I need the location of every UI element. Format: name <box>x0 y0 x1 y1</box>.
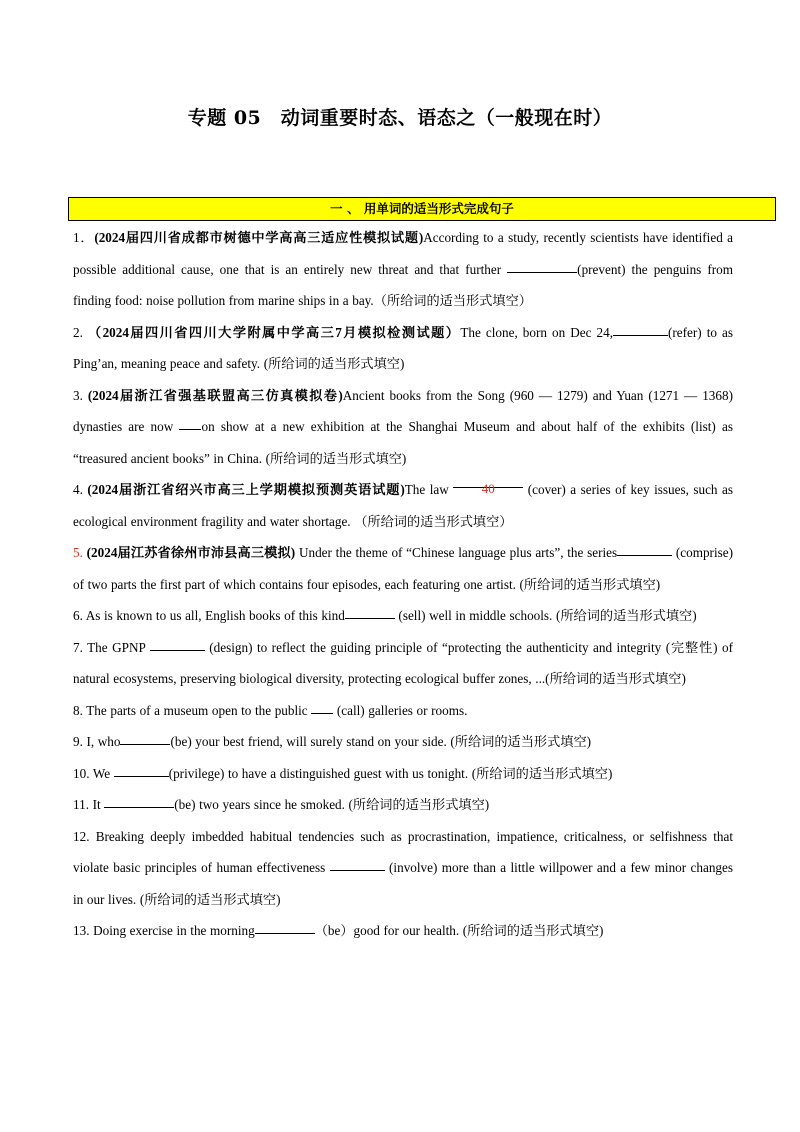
question-1: 1．(2024届四川省成都市树德中学高高三适应性模拟试题)According to a study, recently scientists have identified a possible additional cause, one that is an entirely new threat and that further (prevent) the penguins from finding food: noise pollution from marine ships in a bay.（所给词的适当形式填空） <box>73 230 733 308</box>
answer-blank[interactable] <box>311 699 333 714</box>
answer-blank[interactable] <box>613 321 668 336</box>
question-4: 4. (2024届浙江省绍兴市高三上学期模拟预测英语试题)The law 40 (cover) a series of key issues, such as ecological environment fragility and water shortage. （所给词的适当形式填空） <box>73 474 733 537</box>
answer-blank[interactable] <box>120 730 170 745</box>
answer-blank[interactable] <box>114 762 169 777</box>
answer-blank[interactable] <box>345 604 395 619</box>
section-heading: 一 、 用单词的适当形式完成句子 <box>68 197 776 221</box>
answer-blank[interactable] <box>617 541 672 556</box>
answer-blank[interactable] <box>150 636 205 651</box>
answer-blank[interactable] <box>507 258 577 273</box>
answer-blank[interactable] <box>255 919 315 934</box>
question-2: 2. （2024届四川省四川大学附属中学高三7月模拟检测试题）The clone, born on Dec 24, (refer) to as Ping’an, meaning peace and safety. (所给词的适当形式填空) <box>73 317 733 380</box>
question-6: 6. As is known to us all, English books of this kind (sell) well in middle schools. (所给词的适当形式填空) <box>73 600 733 632</box>
page-title: 专题 05 动词重要时态、语态之（一般现在时） <box>187 107 613 129</box>
question-10: 10. We (privilege) to have a distinguished guest with us tonight. (所给词的适当形式填空) <box>73 758 733 790</box>
question-number-highlighted: 5. <box>73 545 83 560</box>
question-7: 7. The GPNP (design) to reflect the guiding principle of “protecting the authenticity and integrity (完整性) of natural ecosystems, preserving biological diversity, protecting ecological buffer zones, ...(所给词的适当形式填空) <box>73 632 733 695</box>
question-source: (2024届浙江省绍兴市高三上学期模拟预测英语试题) <box>87 482 405 497</box>
question-9: 9. I, who (be) your best friend, will surely stand on your side. (所给词的适当形式填空) <box>73 726 733 758</box>
question-source: （2024届四川省四川大学附属中学高三7月模拟检测试题） <box>87 324 461 340</box>
question-11: 11. It (be) two years since he smoked. (所给词的适当形式填空) <box>73 789 733 821</box>
answer-blank[interactable] <box>104 793 174 808</box>
question-8: 8. The parts of a museum open to the public (call) galleries or rooms. <box>73 695 733 727</box>
filled-answer: 40 <box>481 481 495 496</box>
question-12: 12. Breaking deeply imbedded habitual tendencies such as procrastination, impatience, criticalness, or selfishness that violate basic principles of human effectiveness (involve) more than a little willpower and a few minor changes in our lives. (所给词的适当形式填空) <box>73 828 733 907</box>
answer-blank[interactable] <box>179 415 201 430</box>
question-5: 5. (2024届江苏省徐州市沛县高三模拟) Under the theme of “Chinese language plus arts”, the series (comprise) of two parts the first part of which contains four episodes, each featuring one artist. (所给词的适当形式填空) <box>73 537 733 600</box>
question-3: 3. (2024届浙江省强基联盟高三仿真模拟卷)Ancient books from the Song (960 — 1279) and Yuan (1271 — 1368) dynasties are now on show at a new exhibition at the Shanghai Museum and about half of the exhibits (list) as “treasured ancient books” in China. (所给词的适当形式填空) <box>73 387 733 466</box>
question-source: (2024届四川省成都市树德中学高高三适应性模拟试题) <box>94 230 424 245</box>
question-list <box>73 222 733 947</box>
question-13: 13. Doing exercise in the morning （be）good for our health. (所给词的适当形式填空) <box>73 915 733 947</box>
answer-blank[interactable] <box>453 473 523 496</box>
question-source: (2024届浙江省强基联盟高三仿真模拟卷) <box>87 387 343 403</box>
question-source: (2024届江苏省徐州市沛县高三模拟) <box>86 545 296 560</box>
answer-blank[interactable] <box>330 856 385 871</box>
